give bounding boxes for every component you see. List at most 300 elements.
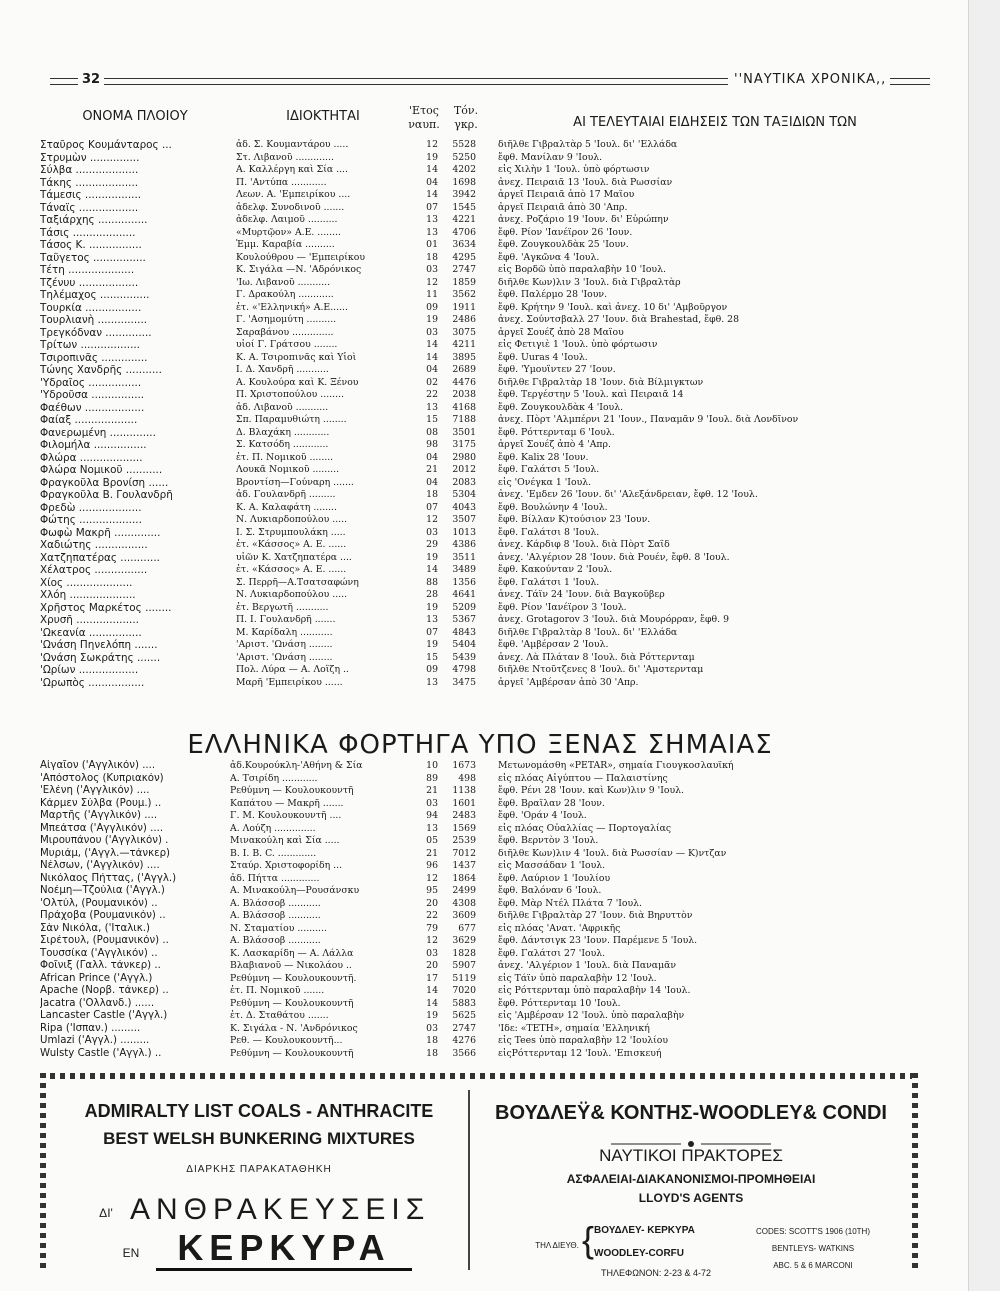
ad-services-line: ΑΣΦΑΛΕΙΑΙ-ΔΙΑΚΑΝΟΝΙΣΜΟΙ-ΠΡΟΜΗΘΕΙΑΙ (566, 1172, 816, 1186)
gross-tonnage: 5367 (452, 614, 476, 625)
owner-name: 'Αριστ. 'Ωνάση ........ (236, 651, 333, 663)
ship-name: 'Ωκεανία ................ (40, 626, 142, 639)
ad-divider (468, 1090, 470, 1270)
ship-name: Μαρτῆς ('Αγγλικόν) .... (40, 810, 158, 821)
ship-name: Τηλέμαχος ............... (40, 289, 150, 301)
ship-name: Φρεδὼ ................... (40, 501, 142, 514)
section-title: ΕΛΛΗΝΙΚΑ ΦΟΡΤΗΓΑ ΥΠΟ ΞΕΝΑΣ ΣΗΜΑΙΑΣ (187, 730, 773, 760)
owner-name: Γ. Δρακούλη ............ (236, 289, 334, 300)
owner-name: ἐτ. «Κάσσος» Α. Ε. ...... (236, 539, 347, 550)
build-year: 18 (426, 1035, 438, 1046)
build-year: 09 (426, 664, 438, 675)
owner-name: Π. Ι. Γουλανδρῆ ....... (236, 614, 336, 625)
build-year: 22 (426, 389, 438, 400)
build-year: 12 (426, 139, 438, 150)
voyage-news: εἰς πλόας 'Ανατ. 'Αφρικῆς (498, 922, 621, 934)
build-year: 18 (426, 1047, 438, 1059)
ship-name: Φλώρα ................... (40, 451, 143, 464)
gross-tonnage: 4221 (452, 214, 476, 225)
table-row (40, 389, 920, 402)
owner-name: Γ. 'Ασημομύτη .......... (236, 314, 337, 325)
build-year: 20 (426, 897, 438, 909)
ship-name: Ταξιάρχης ............... (40, 214, 148, 226)
build-year: 03 (426, 326, 438, 338)
owner-name: Κ. Α. Τσιροπινᾶς καὶ Υἱοὶ (236, 351, 357, 363)
gross-tonnage: 3075 (452, 326, 476, 338)
table-row (40, 564, 920, 577)
gross-tonnage: 3562 (452, 289, 476, 300)
build-year: 10 (426, 760, 438, 771)
voyage-news: ἀνεχ. Πὸρτ 'Αλμπέρνι 21 'Ιουν., Παναμᾶν 9 'Ιουλ. διὰ Λονδῖνον (498, 414, 799, 425)
ship-name: Lancaster Castle ('Αγγλ.) (40, 1010, 168, 1021)
gross-tonnage: 3475 (452, 676, 476, 688)
voyage-news: εἰς πλόας Αἰγύπτου — Παλαιστίνης (498, 772, 668, 784)
ship-name: Μιρουπάνου ('Αγγλικόν) . (40, 835, 169, 846)
build-year: 19 (426, 314, 438, 325)
voyage-news: εἰς Μασσάδαν 1 'Ιουλ. (498, 860, 606, 871)
voyage-news: διῆλθε Γιβραλτὰρ 8 'Ιουλ. δι' 'Ελλάδα (498, 626, 678, 638)
gross-tonnage: 1673 (452, 760, 476, 771)
build-year: 07 (426, 626, 438, 638)
build-year: 20 (426, 960, 438, 971)
table-row (40, 239, 920, 252)
build-year: 13 (426, 401, 438, 413)
build-year: 94 (426, 810, 438, 821)
ship-name: Τζένυυ .................. (40, 276, 139, 289)
table-row (40, 514, 920, 527)
build-year: 79 (426, 922, 438, 934)
voyage-news: εἰς πλόας Οὐαλλίας — Πορτογαλίας (498, 822, 672, 834)
ship-name: 'Ωρίων .................. (40, 664, 139, 676)
owner-name: ἀδ. Λιβανοῦ ........... (236, 401, 329, 413)
gross-tonnage: 5404 (452, 639, 476, 650)
ship-name: 'Ωνάση Πηνελόπη ....... (40, 639, 158, 651)
ship-name: 'Απόστολος (Κυπριακόν) (40, 772, 164, 784)
gross-tonnage: 3629 (452, 935, 476, 946)
gross-tonnage: 4641 (452, 589, 476, 600)
gross-tonnage: 2747 (452, 1022, 476, 1034)
ad-agents-line: ΝΑΥΤΙΚΟΙ ΠΡΑΚΤΟΡΕΣ (599, 1146, 783, 1165)
owner-name: Σ. Περρῆ—Α.Τσατσαφώνη (236, 576, 359, 588)
build-year: 11 (426, 289, 438, 300)
table-row (40, 152, 920, 165)
ship-name: Apache (Νορβ. τάνκερ) .. (40, 985, 169, 996)
ship-name: Στρυμὼν ............... (40, 151, 140, 164)
owner-name: ἀδελφ. Συνοδινοῦ ....... (236, 201, 345, 213)
gross-tonnage: 2539 (452, 835, 476, 846)
voyage-news: εἰς Φετιγιὲ 1 'Ιουλ. ὑπὸ φόρτωσιν (498, 339, 658, 350)
build-year: 18 (426, 489, 438, 500)
ship-name: Umlazi ('Αγγλ.) ......... (40, 1035, 150, 1046)
table-row (40, 935, 920, 948)
owner-name: Σ. Κατσόδη ............ (236, 439, 329, 450)
voyage-news: ἔφθ. Βίλλαν Κ)τούσιον 23 'Ιουν. (498, 514, 651, 525)
gross-tonnage: 3501 (452, 426, 476, 438)
gross-tonnage: 1013 (452, 526, 476, 538)
voyage-news: διῆλθε Γιβραλτὰρ 5 'Ιουλ. δι' 'Ελλάδα (498, 139, 678, 150)
table-row (40, 835, 920, 848)
table-row (40, 1023, 920, 1036)
ship-name: Φωφὼ Μακρῆ .............. (40, 526, 161, 539)
ship-name: Αἰγαῖον ('Αγγλικόν) .... (40, 760, 156, 771)
gross-tonnage: 5439 (452, 651, 476, 663)
table-row (40, 589, 920, 602)
gross-tonnage: 3175 (452, 439, 476, 450)
build-year: 07 (426, 501, 438, 513)
table-row (40, 164, 920, 177)
table-row (40, 885, 920, 898)
table-row (40, 439, 920, 452)
voyage-news: ἔφθ. Ζουγκουλδὰκ 4 'Ιουλ. (498, 401, 624, 413)
table-row (40, 339, 920, 352)
owner-name: Α. Λούζη .............. (230, 822, 316, 834)
ad-codes-3: ABC. 5 & 6 MARCONI (773, 1261, 853, 1270)
voyage-news: εἰς 'Αμβέρσαν 12 'Ιουλ. ὑπὸ παραλαβὴν (498, 1010, 685, 1021)
build-year: 03 (426, 526, 438, 538)
table-row (40, 227, 920, 240)
owner-name: Βροντίση—Γούναρη ....... (236, 476, 354, 488)
owner-name: Ρεθ. — Κουλουκουντῆ... (230, 1035, 343, 1046)
ship-name: 'Ολτύλ, (Ρουμανικόν) .. (40, 897, 158, 909)
running-header (50, 72, 930, 92)
table-row (40, 760, 920, 773)
gross-tonnage: 1545 (452, 201, 476, 213)
gross-tonnage: 1437 (452, 860, 476, 871)
table-row (40, 898, 920, 911)
owner-name: ἐτ. Βεργωτῆ ........... (236, 601, 329, 613)
owner-name: Ι. Δ. Χανδρῆ ........... (236, 364, 329, 375)
build-year: 14 (426, 997, 438, 1009)
build-year: 17 (426, 972, 438, 984)
voyage-news: εἰς Χιλὴν 1 'Ιουλ. ὑπὸ φόρτωσιν (498, 164, 650, 175)
ship-name: Τάμεσις ................. (40, 189, 142, 201)
gross-tonnage: 7188 (452, 414, 476, 425)
gross-tonnage: 2038 (452, 389, 476, 400)
owner-name: Μαρῆ 'Εμπειρίκου ...... (236, 676, 343, 688)
ship-name: Φιλομήλα ................ (40, 439, 147, 451)
gross-tonnage: 5119 (452, 972, 476, 984)
voyage-news: διῆλθε Κων)λιν 3 'Ιουλ. διὰ Γιβραλτὰρ (498, 276, 681, 288)
gross-tonnage: 4295 (452, 251, 476, 263)
header-rule (50, 78, 78, 85)
owner-name: Μ. Καρίδαλη ........... (236, 626, 333, 638)
gross-tonnage: 2483 (452, 810, 476, 821)
owner-name: Ρεθύμνη — Κουλουκουντῆ (230, 785, 354, 796)
ship-name: Σὰν Νικόλα, ('Ιταλικ.) (40, 922, 150, 934)
ad-telegraph-label: ΤΗΛ ΔΙΕΥΘ. (535, 1241, 579, 1250)
voyage-news: ἀνεχ. Ροζάριο 19 'Ιουν. δι' Εὐρώπην (498, 214, 669, 225)
table-row (40, 614, 920, 627)
owner-name: ἐτ. «Κάσσος» Α. Ε. ...... (236, 564, 347, 575)
build-year: 18 (426, 251, 438, 263)
owner-name: ἀδ.Κουρούκλη-'Αθήνη & Σία (230, 760, 363, 771)
table-row (40, 985, 920, 998)
table-row (40, 823, 920, 836)
ship-name: 'Ωνάση Σωκράτης ....... (40, 651, 161, 664)
table-row (40, 677, 920, 690)
table-row (40, 539, 920, 552)
build-year: 15 (426, 414, 438, 425)
build-year: 88 (426, 576, 438, 588)
build-year: 02 (426, 376, 438, 388)
owner-name: Α. Βλάσσοβ ........... (230, 897, 321, 909)
owner-name: Σταύρ. Χριστοφορίδη ... (230, 860, 343, 871)
voyage-news: εἰςΡόττερνταμ 12 'Ιουλ. 'Επισκευή (498, 1047, 662, 1059)
table-row (40, 364, 920, 377)
ship-name: Wulsty Castle ('Αγγλ.) .. (40, 1047, 162, 1059)
ship-name: Φραγκοῦλα Βρονίση ...... (40, 476, 169, 489)
owner-name: ἀδ. Γουλανδρῆ ......... (236, 489, 336, 500)
gross-tonnage: 1356 (452, 576, 476, 588)
voyage-news: ἔφθ. Ρίον 'Ιανέϊρον 3 'Ιουλ. (498, 601, 627, 613)
ad-telegraph-address-1: ΒΟΥΔΛΕΥ- ΚΕΡΚΥΡΑ (594, 1225, 695, 1236)
gross-tonnage: 1864 (452, 872, 476, 884)
ship-name: Ταΰγετος ................ (40, 251, 146, 264)
voyage-news: εἰς Ρόττερνταμ ὑπὸ παραλαβὴν 14 'Ιουλ. (498, 985, 691, 996)
ship-name: Τάσος Κ. ................ (40, 239, 142, 251)
table-row (40, 352, 920, 365)
ship-name: Jacatra ('Ολλανδ.) ...... (40, 997, 155, 1009)
build-year: 14 (426, 189, 438, 200)
ship-name: Χίος .................... (40, 576, 133, 589)
voyage-news: ἀνεχ. 'Εμδεν 26 'Ιουν. δι' 'Αλεξάνδρειαν, ἔφθ. 12 'Ιουλ. (498, 489, 758, 500)
col-header-tons-line1: Τόν. (453, 104, 479, 117)
voyage-news: ἔφθ. Γαλάτσι 1 'Ιουλ. (498, 576, 600, 588)
voyage-news: ἔφθ. Λαύριον 1 'Ιουλίου (498, 872, 611, 884)
table-row (40, 177, 920, 190)
table-row (40, 277, 920, 290)
table-row (40, 1035, 920, 1048)
table-row (40, 639, 920, 652)
build-year: 12 (426, 935, 438, 946)
ship-name: Τρεγκόδναν .............. (40, 326, 152, 339)
ad-bunkering-line: BEST WELSH BUNKERING MIXTURES (103, 1129, 415, 1148)
gross-tonnage: 677 (458, 922, 476, 934)
build-year: 13 (426, 676, 438, 688)
build-year: 03 (426, 264, 438, 275)
build-year: 04 (426, 476, 438, 488)
ship-name: Τάκης ................... (40, 176, 139, 189)
gross-tonnage: 3609 (452, 910, 476, 921)
owner-name: Δ. Βλαχάκη ............ (236, 426, 330, 438)
owner-name: Πολ. Λύρα — Α. Λοΐζη .. (236, 664, 349, 675)
table-row (40, 960, 920, 973)
table-row (40, 1048, 920, 1061)
gross-tonnage: 2083 (452, 476, 476, 488)
voyage-news: ἔφθ. Ρόττερνταμ 6 'Ιουλ. (498, 426, 615, 438)
owner-name: Κ. Λασκαρίδη — Α. Λάλλα (230, 947, 354, 959)
voyage-news: ἀνεχ. Σούντσβαλλ 27 'Ιουν. διὰ Brahestad, ἔφθ. 28 (498, 314, 740, 325)
ship-name: Χρυσῆ ................... (40, 614, 139, 626)
ship-name: Σιρέτουλ, (Ρουμανικόν) .. (40, 935, 169, 946)
voyage-news: ἀργεῖ Σουέζ ἀπὸ 4 'Απρ. (498, 439, 611, 450)
table-row (40, 464, 920, 477)
build-year: 19 (426, 551, 438, 563)
ship-name: Κάρμεν Σύλβα (Ρουμ.) .. (40, 797, 162, 809)
table-row (40, 798, 920, 811)
voyage-news: ἔφθ. Ρίον 'Ιανέϊρον 26 'Ιουν. (498, 226, 633, 238)
gross-tonnage: 3634 (452, 239, 476, 250)
col-header-year-line2: ναυπ. (408, 118, 440, 131)
build-year: 04 (426, 176, 438, 188)
voyage-news: ἔφθ. 'Υμουΐντεν 27 'Ιουν. (498, 364, 616, 375)
table-row (40, 873, 920, 886)
table-row (40, 489, 920, 502)
voyage-news: ἔφθ. Γαλάτσι 27 'Ιουλ. (498, 947, 606, 959)
ship-name: Χατζηπατέρας ............ (40, 551, 160, 564)
gross-tonnage: 4168 (452, 401, 476, 413)
gross-tonnage: 4798 (452, 664, 476, 675)
gross-tonnage: 2486 (452, 314, 476, 325)
build-year: 13 (426, 614, 438, 625)
col-header-news: ΑΙ ΤΕΛΕΥΤΑΙΑΙ ΕΙΔΗΣΕΙΣ ΤΩΝ ΤΑΞΙΔΙΩΝ ΤΩΝ (573, 115, 857, 130)
ship-name: 'Ελένη ('Αγγλικόν) .... (40, 785, 150, 796)
table-row (40, 998, 920, 1011)
voyage-news: ἔφθ. Uuras 4 'Ιουλ. (498, 351, 588, 363)
build-year: 19 (426, 151, 438, 163)
build-year: 14 (426, 564, 438, 575)
build-year: 12 (426, 276, 438, 288)
table-row (40, 664, 920, 677)
owner-name: υἱῶν Κ. Χατζηπατέρα .... (236, 551, 352, 563)
owner-name: Κ. Α. Καλαφάτη ........ (236, 501, 337, 513)
ship-name: Τάναϊς .................. (40, 201, 139, 214)
table-row (40, 577, 920, 590)
table-row (40, 527, 920, 540)
voyage-news: ἀνεχ. Grotagorov 3 'Ιουλ. διὰ Μουρόρραν, ἔφθ. 9 (498, 614, 729, 625)
gross-tonnage: 1911 (452, 301, 476, 313)
ad-di-label: ΔΙ' (99, 1206, 113, 1220)
owner-name: 'Ιω. Λιβανοῦ ........... (236, 276, 331, 288)
header-rule (102, 78, 728, 85)
ship-name: Φαίαξ ................... (40, 414, 138, 426)
col-header-tons-line2: γκρ. (454, 118, 478, 131)
ship-name: Μυριάμ, ('Αγγλ.—τάνκερ) (40, 847, 171, 859)
owner-name: Π. Χριστοπούλου ........ (236, 389, 344, 400)
ad-coals-line: ADMIRALTY LIST COALS - ANTHRACITE (84, 1101, 434, 1121)
table-row (40, 948, 920, 961)
ship-name: Νοέμη—Τζούλια ('Αγγλ.) (40, 885, 165, 896)
owner-name: Καπάτου — Μακρῆ ....... (230, 797, 344, 809)
gross-tonnage: 5304 (452, 489, 476, 500)
owner-name: 'Αριστ. 'Ωνάση ........ (236, 639, 333, 650)
gross-tonnage: 5907 (452, 960, 476, 971)
voyage-news: ἔφθ. Ρένι 28 'Ιουν. καὶ Κων)λιν 9 'Ιουλ. (498, 785, 684, 796)
gross-tonnage: 3566 (452, 1047, 476, 1059)
ship-name: Τάσις ................... (40, 226, 136, 239)
voyage-news: εἰς 'Ονέγκα 1 'Ιουλ. (498, 476, 592, 488)
table-row (40, 627, 920, 640)
voyage-news: ἀνεχ. Τάϊν 24 'Ιουν. διὰ Βαγκοῦβερ (498, 589, 665, 600)
voyage-news: εἰς Βορδῶ ὑπὸ παραλαβὴν 10 'Ιουλ. (498, 264, 666, 275)
ship-name: Μπεάτσα ('Αγγλικόν) .... (40, 822, 164, 834)
build-year: 14 (426, 339, 438, 350)
ship-name: 'Υδροῦσα ................ (40, 389, 145, 401)
voyage-news: διῆλθε Γιβραλτὰρ 18 'Ιουν. διὰ Βίλμιγκτων (498, 376, 704, 388)
ship-name: Τσιροπινᾶς .............. (40, 351, 148, 364)
owner-name: Σαραβάνου .............. (236, 326, 334, 338)
table-row (40, 377, 920, 390)
voyage-news: ἀνεχ. 'Αλγέριον 1 'Ιουλ. διὰ Παναμᾶν (498, 960, 677, 971)
owner-name: ἐτ. Δ. Σταθάτου ....... (230, 1010, 329, 1021)
gross-tonnage: 1698 (452, 176, 476, 188)
gross-tonnage: 2747 (452, 264, 476, 275)
table-row (40, 552, 920, 565)
ship-name: Χέλατρος ................ (40, 564, 148, 576)
ship-name: Πράχοβα (Ρουμανικόν) .. (40, 910, 166, 921)
owner-name: Β. Ι. Β. C. ............. (230, 847, 317, 859)
ship-name: Νικόλαος Πήττας, ('Αγγλ.) (40, 872, 177, 884)
owner-name: ἀδ. Σ. Κουμαντάρου ..... (236, 139, 349, 150)
owner-name: ἐτ. «'Ελληνική» Α.Ε...... (236, 301, 348, 313)
owner-name: Λουκᾶ Νομικοῦ ......... (236, 464, 340, 475)
build-year: 03 (426, 1022, 438, 1034)
build-year: 22 (426, 910, 438, 921)
build-year: 14 (426, 164, 438, 175)
table-row (40, 602, 920, 615)
scan-edge (968, 0, 1000, 1291)
gross-tonnage: 5528 (452, 139, 476, 150)
voyage-news: ἔφθ. Βαλόναν 6 'Ιουλ. (498, 885, 602, 896)
table-row (40, 773, 920, 786)
ship-name: Τέτη .................... (40, 264, 135, 276)
build-year: 89 (426, 772, 438, 784)
gross-tonnage: 4211 (452, 339, 476, 350)
ship-name: Τώνης Χανδρῆς ........... (40, 364, 162, 376)
gross-tonnage: 2689 (452, 364, 476, 375)
table-row (40, 910, 920, 923)
gross-tonnage: 3507 (452, 514, 476, 525)
build-year: 03 (426, 797, 438, 809)
build-year: 19 (426, 601, 438, 613)
voyage-news: ἀργεῖ Σουέζ ἀπὸ 28 Μαΐου (498, 326, 624, 338)
owner-name: Κουλούθρου — 'Εμπειρίκου (236, 251, 365, 263)
ship-name: Τουρλιανὴ ............... (40, 314, 148, 326)
build-year: 21 (426, 464, 438, 475)
owner-name: Α. Κουλούρα καὶ Κ. Ξένου (236, 376, 359, 388)
gross-tonnage: 3511 (452, 551, 476, 563)
voyage-news: ἀργεῖ 'Αμβέρσαν ἀπὸ 30 'Απρ. (498, 676, 639, 688)
voyage-news: ἀργεῖ Πειραιᾶ ἀπὸ 17 Μαΐου (498, 189, 635, 200)
owner-name: Α. Μινακούλη—Ρουσάνσκυ (230, 885, 360, 896)
build-year: 14 (426, 351, 438, 363)
foreign-flag-table (40, 760, 920, 1060)
ship-name: Τρίτων .................. (40, 339, 140, 351)
gross-tonnage: 4476 (452, 376, 476, 388)
voyage-news: διῆλθε Ντοῦτζενες 8 'Ιουλ. δι' 'Αμστερνταμ (498, 664, 704, 675)
ad-firm-name: ΒΟΥΔΛΕΫ& ΚΟΝΤΗΣ-WOODLEY& CONDI (495, 1102, 887, 1124)
ship-name: Φλώρα Νομικοῦ ........... (40, 464, 163, 476)
owner-name: Μινακούλη καὶ Σία ..... (230, 835, 340, 846)
table-row (40, 402, 920, 415)
build-year: 13 (426, 214, 438, 225)
ship-name: 'Υδραῖος ................ (40, 376, 142, 389)
page-number: 32 (78, 72, 104, 87)
voyage-news: ἔφθ. Βουλώνην 4 'Ιουλ. (498, 501, 608, 513)
owner-name: «Μυρτῷον» Α.Ε. ........ (236, 226, 341, 238)
ad-city: ΚΕΡΚΥΡΑ (156, 1228, 412, 1271)
build-year: 15 (426, 651, 438, 663)
build-year: 05 (426, 835, 438, 846)
voyage-news: ἔφθ. Μὰρ Ντέλ Πλάτα 7 'Ιουλ. (498, 897, 643, 909)
gross-tonnage: 4386 (452, 539, 476, 550)
owner-name: Λεων. Α. 'Εμπειρίκου .... (236, 189, 351, 200)
ad-border-top (40, 1073, 920, 1079)
ship-name: African Prince ('Αγγλ.) (40, 972, 153, 984)
ad-border-left (40, 1073, 46, 1273)
col-header-owner: ΙΔΙΟΚΤΗΤΑΙ (286, 109, 360, 124)
table-row (40, 452, 920, 465)
